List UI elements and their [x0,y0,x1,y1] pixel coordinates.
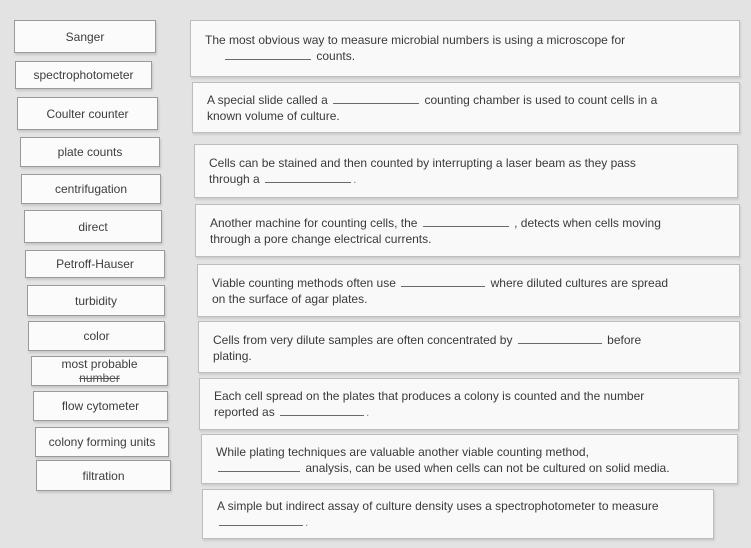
term-flow-cytometer[interactable]: flow cytometer [33,391,168,421]
term-sanger[interactable]: Sanger [14,20,156,53]
term-filtration[interactable]: filtration [36,460,171,491]
term-turbidity[interactable]: turbidity [27,285,165,316]
answer-blank-3[interactable] [265,173,351,183]
question-7: Each cell spread on the plates that produces a colony is counted and the number reported as . [199,378,739,430]
answer-blank-8[interactable] [218,462,300,472]
answer-blank-4[interactable] [423,217,509,227]
question-8: While plating techniques are valuable another viable counting method, analysis, can be used when cells can not be cultured on solid media. [201,434,738,484]
question-5: Viable counting methods often use where diluted cultures are spread on the surface of agar plates. [197,264,740,317]
term-petroff-hauser[interactable]: Petroff-Hauser [25,250,165,278]
answer-blank-2[interactable] [333,94,419,104]
answer-blank-9[interactable] [219,516,303,526]
question-3: Cells can be stained and then counted by interrupting a laser beam as they pass through a . [194,144,738,198]
term-centrifugation[interactable]: centrifugation [21,174,161,204]
term-spectrophotometer[interactable]: spectrophotometer [15,61,152,89]
term-coulter-counter[interactable]: Coulter counter [17,97,158,130]
answer-blank-7[interactable] [280,406,364,416]
answer-blank-1[interactable] [225,50,311,60]
question-2: A special slide called a counting chamber is used to count cells in a known volume of culture. [192,82,740,133]
answer-blank-6[interactable] [518,334,602,344]
term-colony-forming-units[interactable]: colony forming units [35,427,169,457]
term-plate-counts[interactable]: plate counts [20,137,160,167]
term-most-probable-number[interactable]: most probable number [31,356,168,386]
term-color[interactable]: color [28,321,165,351]
question-6: Cells from very dilute samples are often concentrated by before plating. [198,321,740,373]
answer-blank-5[interactable] [401,277,485,287]
question-4: Another machine for counting cells, the , detects when cells moving through a pore change electrical currents. [195,204,740,257]
question-9: A simple but indirect assay of culture density uses a spectrophotometer to measure . [202,489,714,539]
question-1: The most obvious way to measure microbial numbers is using a microscope for counts. [190,20,740,77]
term-direct[interactable]: direct [24,210,162,243]
